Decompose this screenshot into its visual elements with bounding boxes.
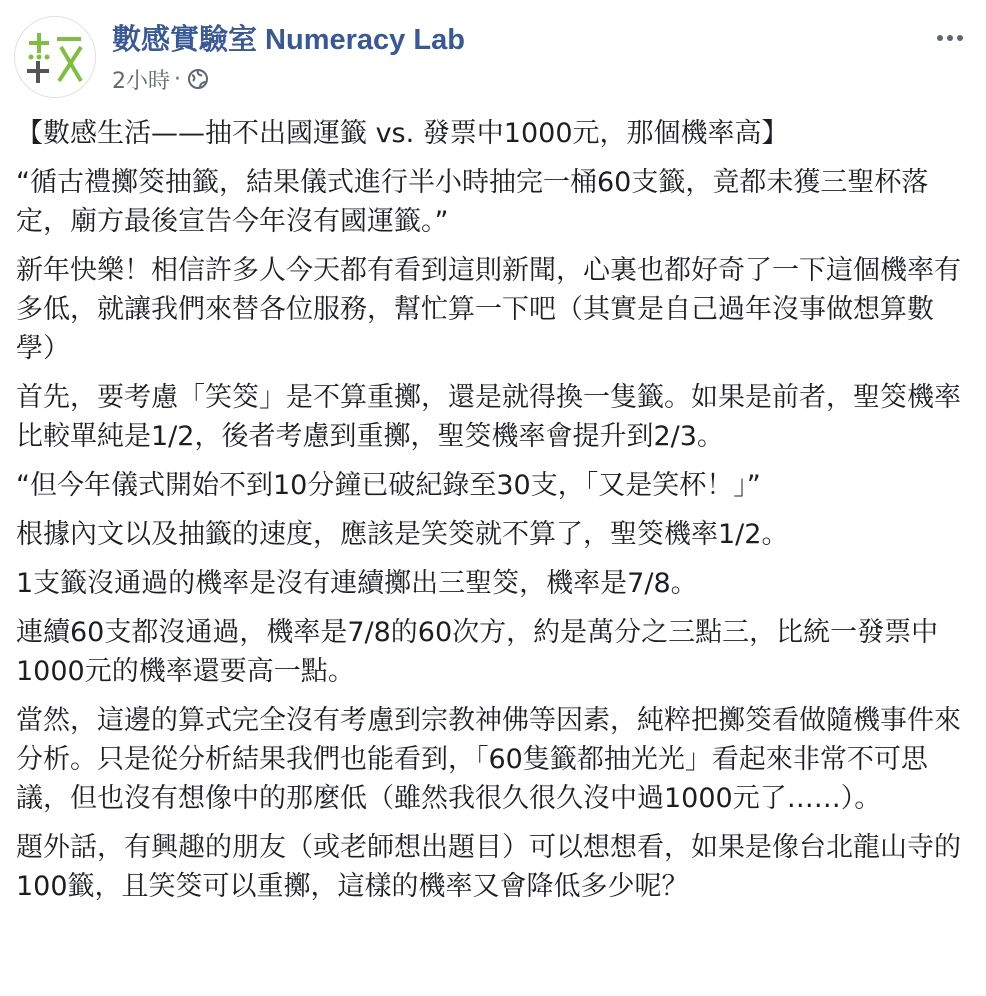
post-paragraph: 首先，要考慮「笑筊」是不算重擲，還是就得換一隻籤。如果是前者，聖筊機率比較單純是1/2，後者考慮到重擲，聖筊機率會提升到2/3。 bbox=[16, 382, 961, 452]
post-paragraph: 根據內文以及抽籤的速度，應該是笑筊就不算了，聖筊機率1/2。 bbox=[16, 519, 789, 550]
post-paragraph: 連續60支都沒通過，機率是7/8的60次方，約是萬分之三點三，比統一發票中1000元的機率還要高一點。 bbox=[16, 617, 939, 687]
post-paragraph: 新年快樂！相信許多人今天都有看到這則新聞，心裏也都好奇了一下這個機率有多低，就讓我們來替各位服務，幫忙算一下吧（其實是自己過年沒事做想算數學） bbox=[16, 255, 961, 364]
post-paragraph: 當然，這邊的算式完全沒有考慮到宗教神佛等因素，純粹把擲筊看做隨機事件來分析。只是從分析結果我們也能看到，「60隻籤都抽光光」看起來非常不可思議，但也沒有想像中的那麼低（雖然我很久很久沒中過1000元了……）。 bbox=[16, 705, 961, 814]
more-dot bbox=[947, 35, 953, 41]
post-meta bbox=[112, 64, 209, 94]
meta-separator: · bbox=[174, 66, 181, 92]
post-paragraph: 1支籤沒通過的機率是沒有連續擲出三聖筊，機率是7/8。 bbox=[16, 568, 698, 599]
post-paragraph-title: 【數感生活——抽不出國運籤 vs. 發票中1000元，那個機率高】 bbox=[16, 118, 789, 149]
page-name-link[interactable]: 數感實驗室 Numeracy Lab bbox=[112, 24, 465, 56]
post-header bbox=[14, 14, 972, 102]
post-timestamp[interactable]: 2小時 bbox=[112, 68, 170, 94]
more-dot bbox=[957, 35, 963, 41]
more-dot bbox=[937, 35, 943, 41]
page-avatar[interactable] bbox=[14, 16, 96, 98]
post-body bbox=[16, 114, 966, 916]
numeracy-lab-logo-icon bbox=[15, 17, 95, 97]
more-options-icon[interactable] bbox=[928, 26, 972, 50]
post-paragraph: 題外話，有興趣的朋友（或老師想出題目）可以想想看，如果是像台北龍山寺的100籤，且笑筊可以重擲，這樣的機率又會降低多少呢？ bbox=[16, 832, 961, 902]
post-paragraph: “循古禮擲筊抽籤，結果儀式進行半小時抽完一桶60支籤，竟都未獲三聖杯落定，廟方最後宣告今年沒有國運籤。” bbox=[16, 167, 929, 237]
globe-icon[interactable] bbox=[187, 68, 209, 90]
post-paragraph: “但今年儀式開始不到10分鐘已破紀錄至30支，「又是笑杯！」” bbox=[16, 470, 761, 501]
